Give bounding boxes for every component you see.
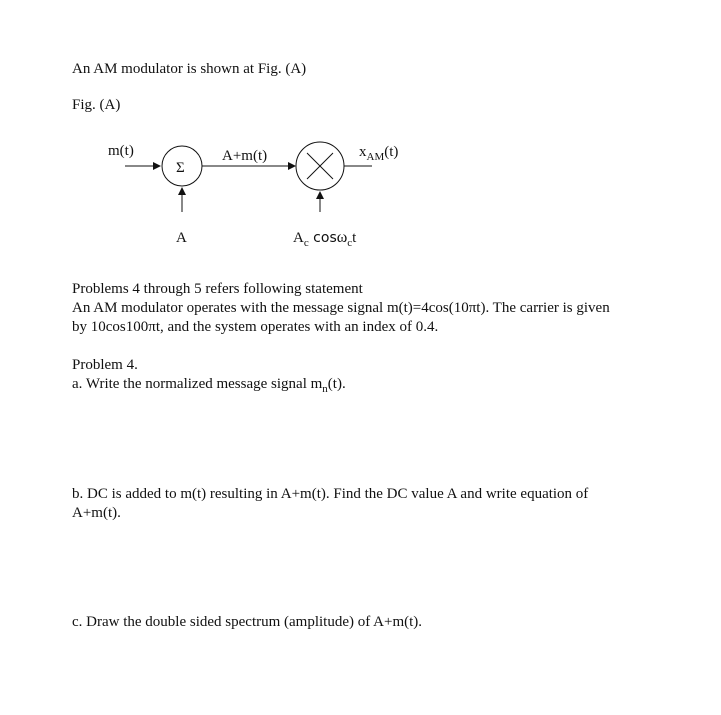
statement-line-1: Problems 4 through 5 refers following statement <box>72 281 363 297</box>
part-a: a. Write the normalized message signal $m_n(t)$. <box>72 376 346 395</box>
figure-label: Fig. (A) <box>72 97 121 113</box>
statement-line-2: An AM modulator operates with the message signal m(t)=4cos(10πt). The carrier is given <box>72 300 610 316</box>
part-c: c. Draw the double sided spectrum (amplitude) of A+m(t). <box>72 614 423 630</box>
output-label: $x_{AM}(t)$ <box>359 144 399 163</box>
summer-output-label: A+m(t) <box>222 148 268 164</box>
part-b-line-1: b. DC is added to m(t) resulting in A+m(t). Find the DC value A and write equation of <box>72 486 589 502</box>
am-modulator-diagram <box>0 0 721 270</box>
intro-text: An AM modulator is shown at Fig. (A) <box>72 61 307 77</box>
problem-statement <box>72 280 610 337</box>
carrier-label: $A_c$ cosω$_c$t <box>293 229 357 249</box>
statement-line-3: by 10cos100πt, and the system operates with an index of 0.4. <box>72 319 439 335</box>
summer-symbol: Σ <box>176 160 185 176</box>
problem-4 <box>72 356 346 399</box>
part-b <box>72 485 588 523</box>
dc-input-label: A <box>176 230 187 246</box>
problem-title: Problem 4. <box>72 357 138 373</box>
part-b-line-2: A+m(t). <box>72 505 121 521</box>
input-label: m(t) <box>108 143 134 159</box>
